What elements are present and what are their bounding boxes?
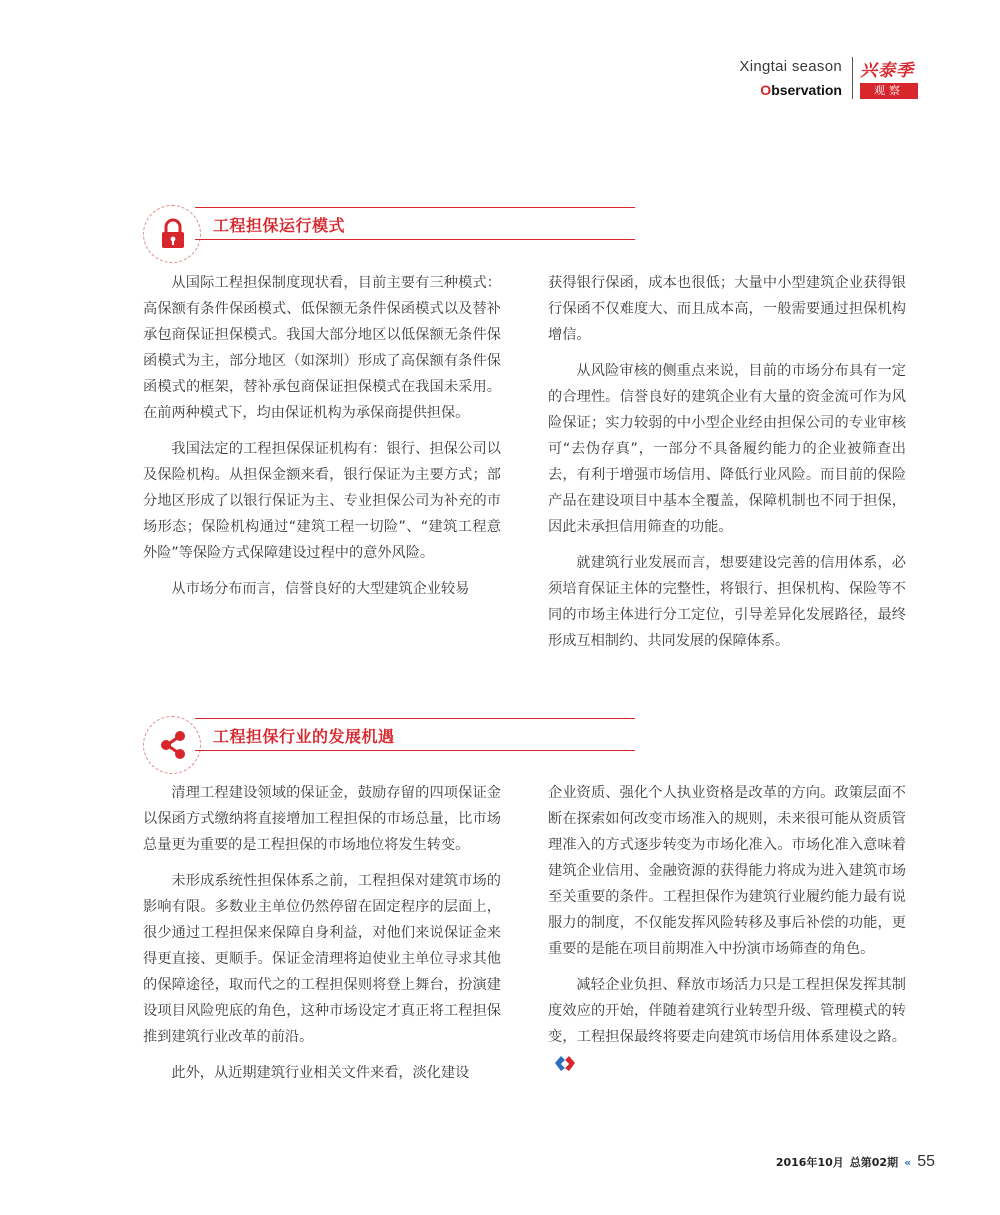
magazine-title-english: Xingtai season [739, 58, 842, 75]
section-rule-bottom [195, 750, 635, 751]
page-footer [720, 1153, 935, 1171]
section-label-rest: bservation [771, 82, 842, 98]
lock-icon [158, 218, 188, 250]
issue-number: 总第02期 [849, 1156, 899, 1169]
section-tag: 观察 [860, 83, 918, 99]
section-icon-ring [143, 716, 201, 774]
section-rule-bottom [195, 239, 635, 240]
section-icon-ring [143, 205, 201, 263]
paragraph [548, 972, 906, 1076]
paragraph: 清理工程建设领域的保证金，鼓励存留的四项保证金以保函方式缴纳将直接增加工程担保的市场总量，比市场总量更为重要的是工程担保的市场地位将发生转变。 [143, 785, 501, 853]
paragraph: 从风险审核的侧重点来说，目前的市场分布具有一定的合理性。信誉良好的建筑企业有大量的资金流可作为风险保证；实力较弱的中小型企业经由担保公司的专业审核可“去伪存真”，一部分不具备履约能力的企业被筛查出去，有利于增强市场信用、降低行业风险。而目前的保险产品在建设项目中基本全覆盖，保障机制也不同于担保，因此未承担信用筛查的功能。 [548, 363, 906, 535]
header-divider [852, 57, 853, 99]
section-title: 工程担保运行模式 [213, 216, 346, 235]
issue-date: 2016年10月 [775, 1156, 844, 1169]
paragraph: 未形成系统性担保体系之前，工程担保对建筑市场的影响有限。多数业主单位仍然停留在固定程序的层面上，很少通过工程担保来保障自身利益，对他们来说保证金来得更直接、更顺手。保证金清理将迫使业主单位寻求其他的保障途径，取而代之的工程担保则将登上舞台，扮演建设项目风险兜底的角色，这种市场设定才真正将工程担保推到建筑行业改革的前沿。 [143, 873, 501, 1045]
paragraph: 从市场分布而言，信誉良好的大型建筑企业较易 [171, 581, 470, 597]
block1-right-column [548, 270, 906, 664]
paragraph: 企业资质、强化个人执业资格是改革的方向。政策层面不断在探索如何改变市场准入的规则，未来很可能从资质管理准入的方式逐步转变为市场化准入。市场化准入意味着建筑企业信用、金融资源的获得能力将成为进入建筑市场至关重要的条件。工程担保作为建筑行业履约能力最有说服力的制度，不仅能发挥风险转移及事后补偿的功能，更重要的是能在项目前期准入中扮演市场筛查的角色。 [548, 785, 906, 957]
section-rule-top [195, 207, 635, 208]
paragraph-text: 减轻企业负担、释放市场活力只是工程担保发挥其制度效应的开始，伴随着建筑行业转型升级、管理模式的转变，工程担保最终将要走向建筑市场信用体系建设之路。 [548, 977, 906, 1045]
double-chevron-left-icon: « [904, 1156, 912, 1169]
section-label-initial: O [760, 82, 772, 98]
paragraph: 我国法定的工程担保保证机构有：银行、担保公司以及保险机构。从担保金额来看，银行保证为主要方式；部分地区形成了以银行保证为主、专业担保公司为补充的市场形态；保险机构通过“建筑工程一切险”、“建筑工程意外险”等保险方式保障建设过程中的意外风险。 [143, 441, 501, 561]
magazine-logo: 兴泰季 [860, 61, 914, 81]
paragraph: 就建筑行业发展而言，想要建设完善的信用体系，必须培育保证主体的完整性，将银行、担保机构、保险等不同的市场主体进行分工定位，引导差异化发展路径，最终形成互相制约、共同发展的保障体系。 [548, 555, 906, 649]
paragraph: 获得银行保函，成本也很低；大量中小型建筑企业获得银行保函不仅难度大、而且成本高，一般需要通过担保机构增信。 [548, 275, 906, 343]
section-header-1 [143, 205, 638, 275]
block2-right-column [548, 780, 906, 1086]
block1-left-column [143, 270, 501, 612]
page-number: 55 [917, 1153, 935, 1170]
section-header-2 [143, 716, 638, 786]
share-icon [158, 729, 188, 761]
block2-left-column [143, 780, 501, 1096]
section-label [640, 82, 842, 98]
section-rule-top [195, 718, 635, 719]
paragraph: 此外，从近期建筑行业相关文件来看，淡化建设 [171, 1065, 470, 1081]
section-title: 工程担保行业的发展机遇 [213, 727, 395, 746]
paragraph: 从国际工程担保制度现状看，目前主要有三种模式：高保额有条件保函模式、低保额无条件保函模式以及替补承包商保证担保模式。我国大部分地区以低保额无条件保函模式为主，部分地区（如深圳）形成了高保额有条件保函模式的框架，替补承包商保证担保模式在我国未采用。在前两种模式下，均由保证机构为承保商提供担保。 [143, 275, 501, 421]
end-mark-icon [552, 1054, 578, 1072]
